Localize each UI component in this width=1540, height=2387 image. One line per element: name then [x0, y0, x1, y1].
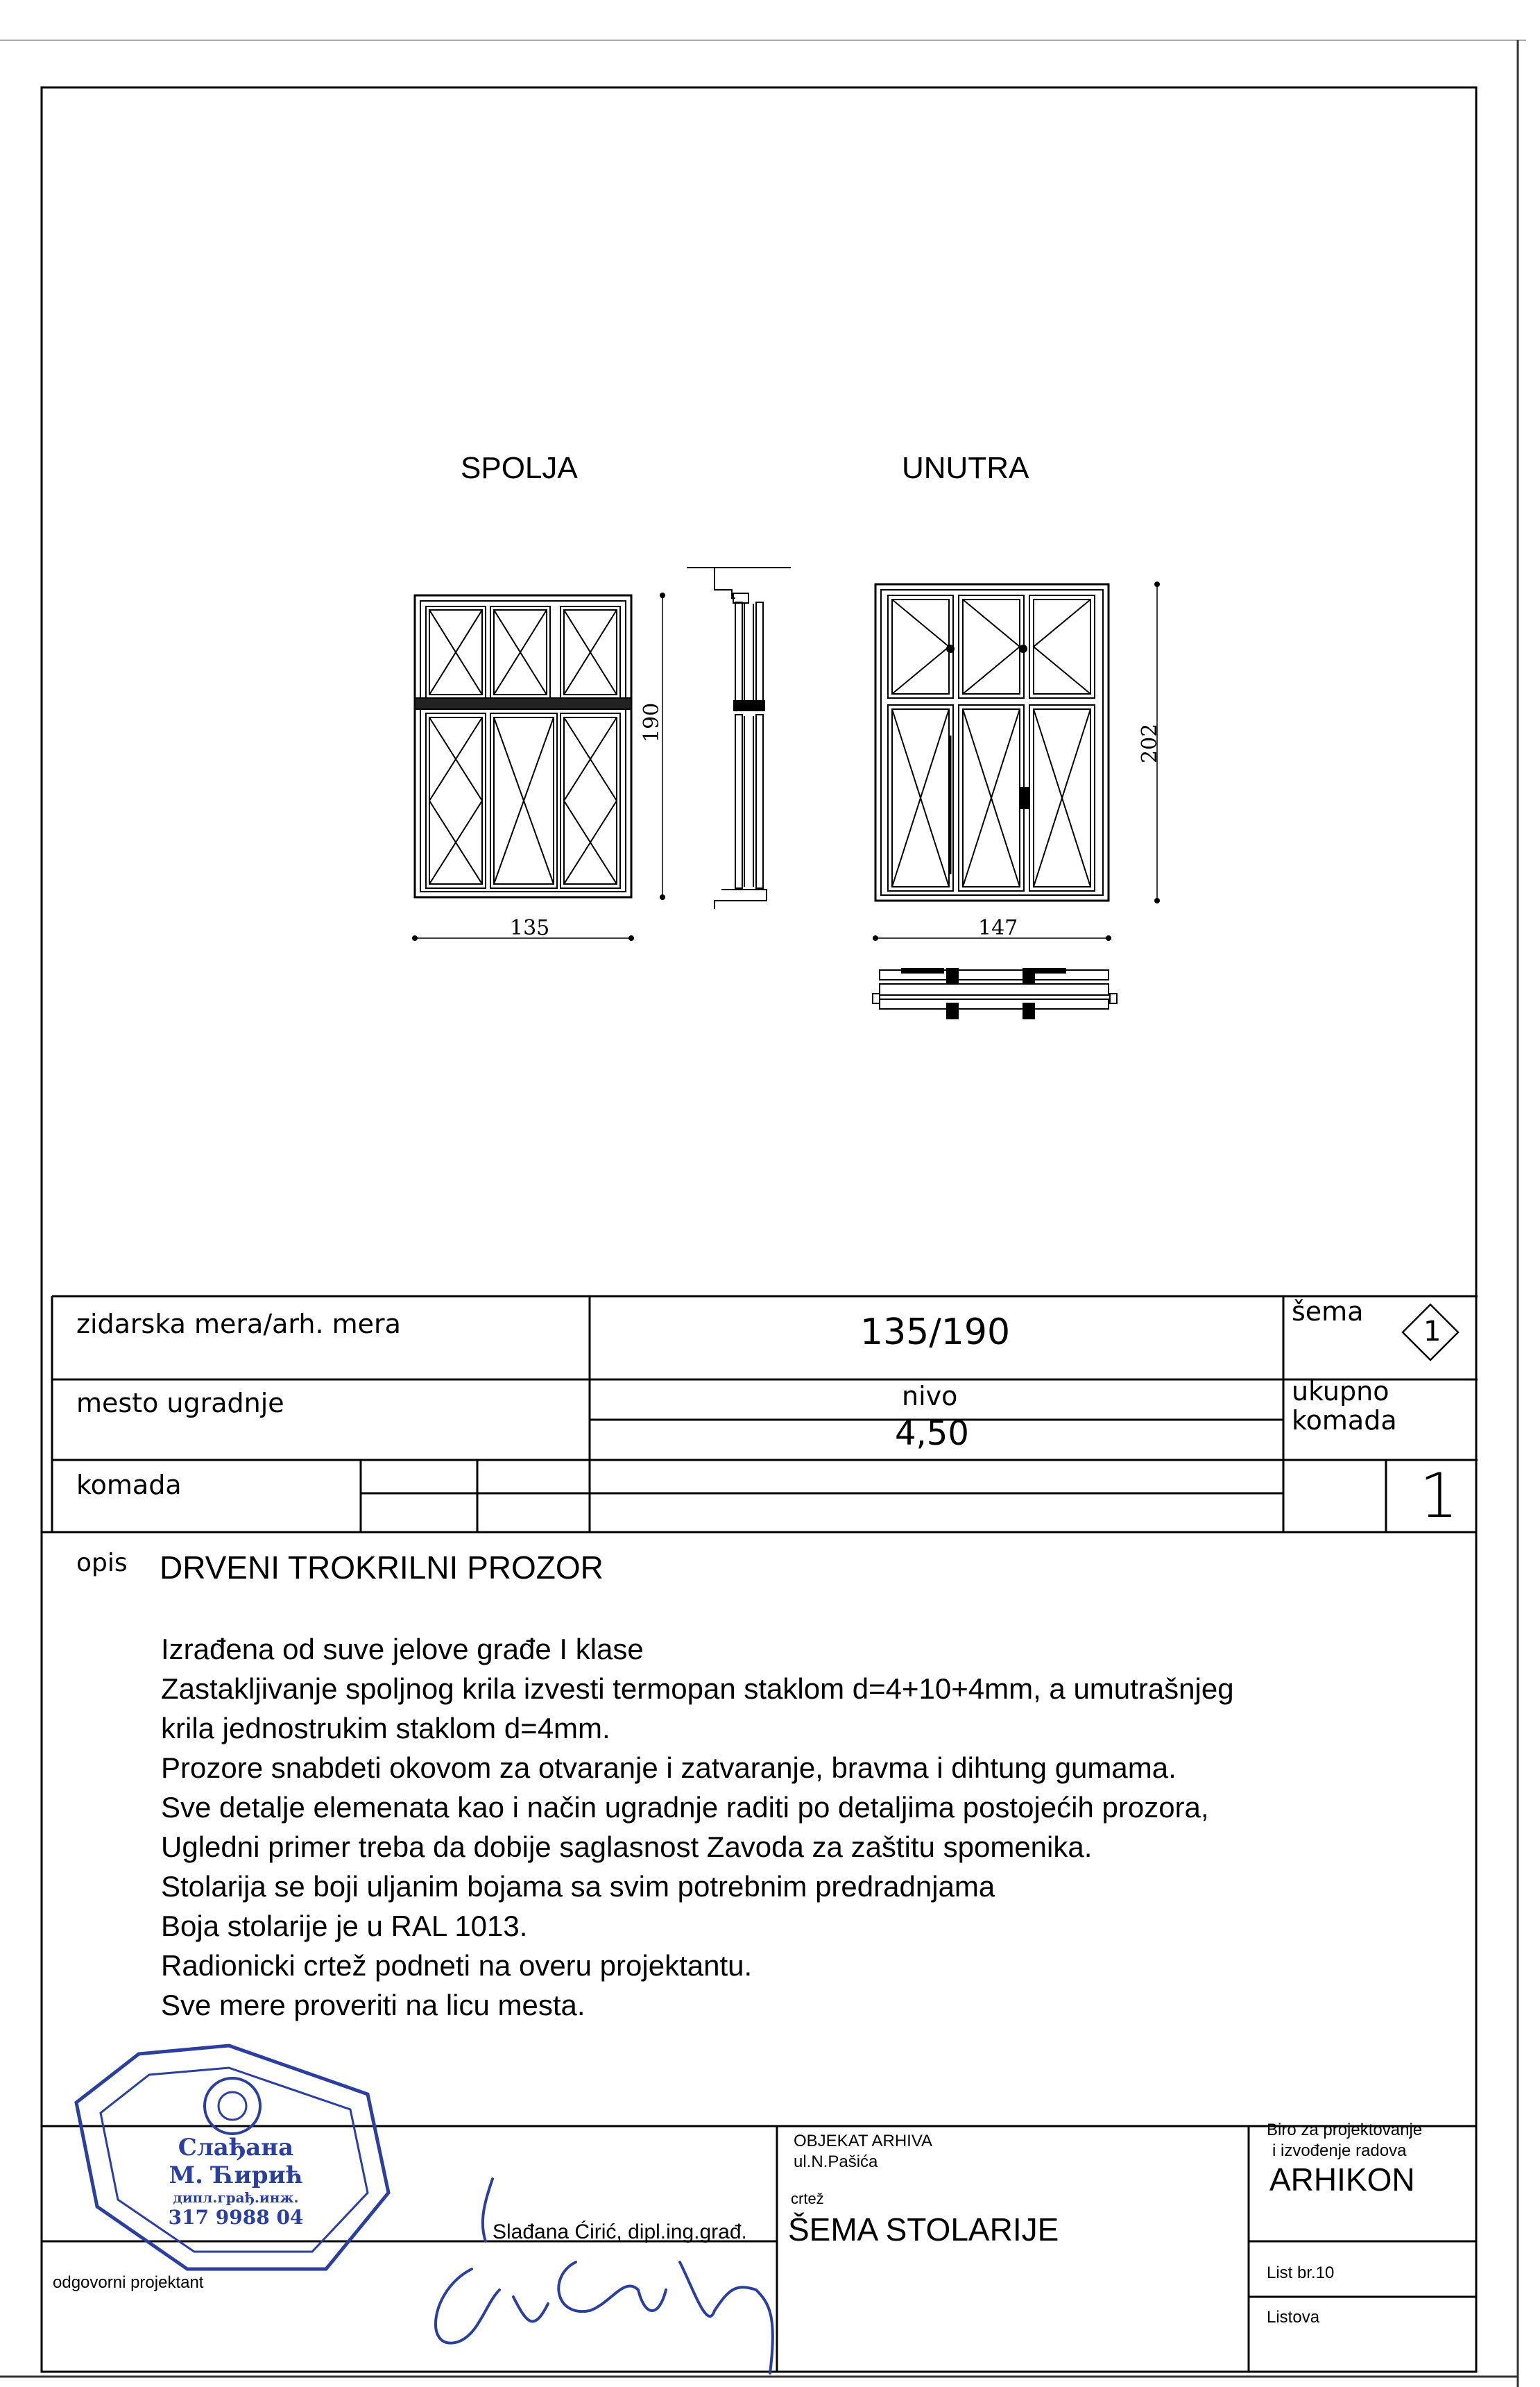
dim-inside-width: 147 — [978, 916, 1018, 940]
description-line: Izrađena od suve jelove građe I klase — [161, 1633, 644, 1665]
horizontal-section — [873, 969, 1117, 1019]
stamp-text — [166, 2134, 305, 2229]
drawing-label: crtež — [791, 2190, 824, 2207]
stamp-line-1: Слађана — [178, 2134, 294, 2161]
sema-number: 1 — [1423, 1316, 1441, 1348]
inside-elevation — [873, 582, 1159, 940]
description-title: DRVENI TROKRILNI PROZOR — [160, 1549, 604, 1586]
sheet-border — [42, 87, 1476, 2372]
description-line: Sve mere proveriti na licu mesta. — [161, 1989, 585, 2021]
stamp-line-2: М. Ћирић — [169, 2161, 303, 2189]
outside-elevation — [413, 593, 665, 940]
designer-name: Slađana Ćirić, dipl.ing.građ. — [493, 2220, 747, 2243]
dim-outside-width: 135 — [510, 916, 550, 940]
label-nivo: nivo — [902, 1381, 958, 1411]
label-inside: UNUTRA — [902, 451, 1029, 485]
drawing-title: ŠEMA STOLARIJE — [788, 2211, 1059, 2248]
description-line: Zastakljivanje spoljnog krila izvesti termopan staklom d=4+10+4mm, a umutrašnjeg — [161, 1672, 1234, 1705]
label-mera: zidarska mera/arh. mera — [76, 1309, 401, 1339]
signature — [436, 2179, 773, 2373]
label-sema: šema — [1292, 1296, 1364, 1327]
dim-outside-height: 190 — [640, 702, 664, 742]
description-line: Stolarija se boji uljanim bojama sa svim potrebnim predradnjama — [161, 1870, 995, 1903]
description-line: Prozore snabdeti okovom za otvaranje i zatvaranje, bravma i dihtung gumama. — [161, 1751, 1177, 1784]
value-mera: 135/190 — [860, 1311, 1011, 1353]
value-nivo: 4,50 — [895, 1414, 969, 1453]
sheets-label: Listova — [1267, 2308, 1320, 2327]
label-ukupno: ukupno komada — [1292, 1376, 1397, 1436]
office-line-1: Biro za projektovanje — [1267, 2121, 1423, 2139]
label-mesto: mesto ugradnje — [76, 1388, 284, 1418]
vertical-section — [687, 568, 791, 909]
description-line: Sve detalje elemenata kao i način ugradnje raditi po detaljima postojećih prozora, — [161, 1791, 1209, 1824]
dim-inside-height: 202 — [1138, 723, 1162, 763]
description-body — [161, 1629, 1472, 2025]
object-label: OBJEKAT ARHIVA — [794, 2132, 933, 2150]
label-komada: komada — [76, 1470, 182, 1500]
description-line: Ugledni primer treba da dobije saglasnost Zavoda za zaštitu spomenika. — [161, 1830, 1093, 1863]
label-opis: opis — [76, 1549, 128, 1577]
responsible-label: odgovorni projektant — [53, 2273, 204, 2292]
value-ukupno: 1 — [1419, 1460, 1458, 1531]
description-line: Radionicki crtež podneti na overu projektantu. — [161, 1949, 753, 1982]
office-name: ARHIKON — [1269, 2161, 1415, 2198]
stamp-number: 317 9988 04 — [168, 2206, 304, 2229]
description-line: Boja stolarije je u RAL 1013. — [161, 1910, 528, 1942]
sheet-number: List br.10 — [1267, 2263, 1335, 2282]
description-line: krila jednostrukim staklom d=4mm. — [161, 1712, 610, 1744]
office-line-2: i izvođenje radova — [1272, 2141, 1407, 2160]
label-outside: SPOLJA — [461, 451, 578, 485]
object-address: ul.N.Pašića — [794, 2152, 878, 2171]
stamp-line-3: дипл.грађ.инж. — [173, 2189, 299, 2206]
